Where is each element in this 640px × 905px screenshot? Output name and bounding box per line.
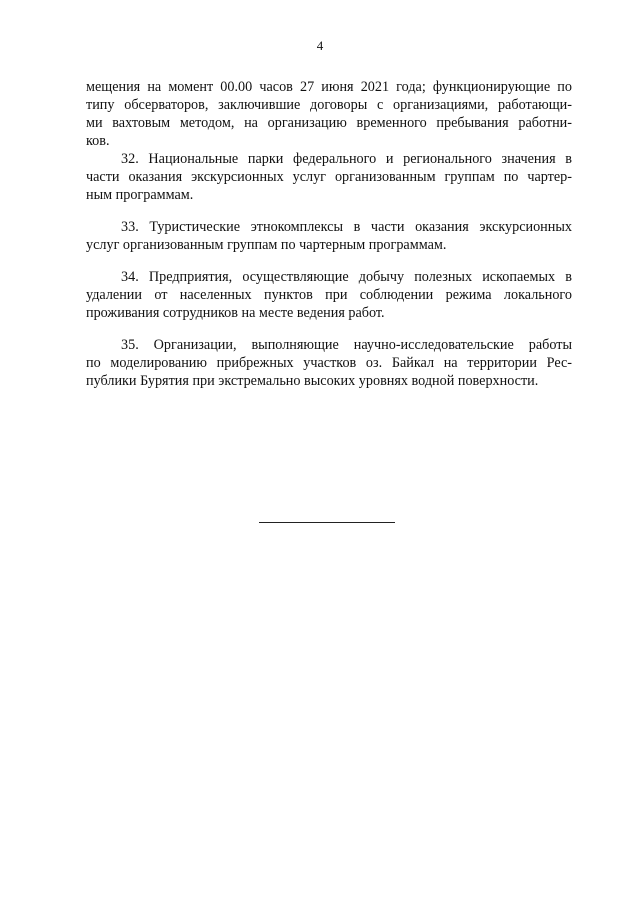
- text-line: ков.: [86, 133, 110, 149]
- text-line: ми вахтовым методом, на организацию временного пребывания работни-: [86, 115, 572, 131]
- item-32-line: ным программам.: [86, 187, 194, 203]
- item-32-line: части оказания экскурсионных услуг организованным группам по чартер-: [86, 169, 572, 185]
- item-35-line: по моделированию прибрежных участков оз. Байкал на территории Рес-: [86, 355, 572, 371]
- closing-divider: [259, 522, 395, 523]
- page-number: 4: [316, 38, 324, 53]
- text-line: типу обсерваторов, заключившие договоры с организациями, работающи-: [86, 97, 572, 113]
- item-35-line: 35. Организации, выполняющие научно-исследовательские работы: [121, 337, 572, 353]
- item-33-line: 33. Туристические этнокомплексы в части оказания экскурсионных: [121, 219, 572, 235]
- text-line: мещения на момент 00.00 часов 27 июня 2021 года; функционирующие по: [86, 79, 572, 95]
- item-35-line: публики Бурятия при экстремально высоких уровнях водной поверхности.: [86, 373, 539, 389]
- item-32-line: 32. Национальные парки федерального и регионального значения в: [121, 151, 572, 167]
- item-33-line: услуг организованным группам по чартерным программам.: [86, 237, 447, 253]
- item-34-line: удалении от населенных пунктов при соблюдении режима локального: [86, 287, 572, 303]
- item-34-line: проживания сотрудников на месте ведения работ.: [86, 305, 385, 321]
- item-34-line: 34. Предприятия, осуществляющие добычу полезных ископаемых в: [121, 269, 572, 285]
